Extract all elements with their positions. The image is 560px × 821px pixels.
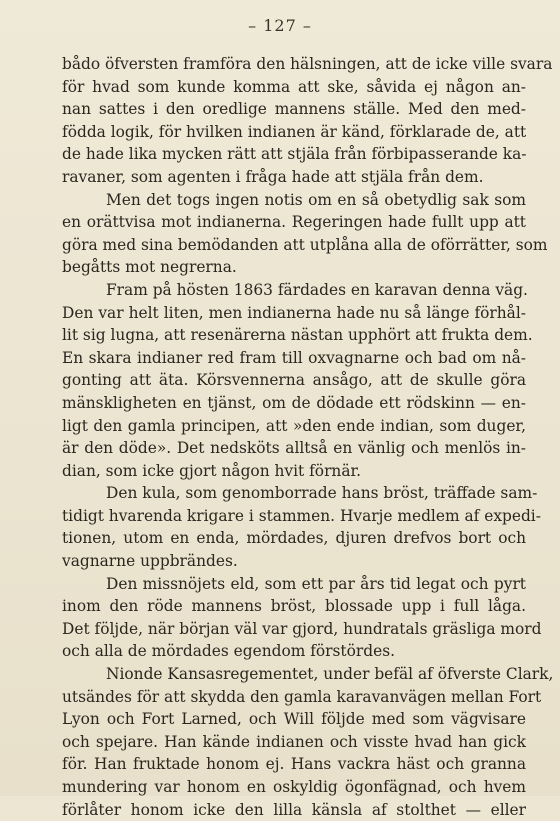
text-line: och spejare. Han kände indianen och visste hvad han gick [62,732,526,751]
text-line: Den var helt liten, men indianerna hade nu så länge förhål- [62,303,526,322]
text-line: och alla de mördades egendom förstördes. [62,642,395,661]
text-line: förlåter honom icke den lilla känsla af stolthet — eller [62,800,526,819]
body-text [62,53,554,821]
text-line: vagnarne uppbrändes. [62,552,238,571]
text-line: Den kula, som genomborrade hans bröst, träffade sam- [106,484,538,503]
text-line: mundering var honom en oskyldig ögonfägnad, och hvem [62,778,526,796]
text-line: nan sattes i den oredlige mannens ställe. Med den med- [62,100,526,119]
text-line: Fram på hösten 1863 färdades en karavan denna väg. [106,280,528,299]
text-line: dian, som icke gjort någon hvit förnär. [62,461,362,480]
text-line: bådo öfversten framföra den hälsningen, att de icke ville svara [62,55,553,73]
text-line: utsändes för att skydda den gamla karavanvägen mellan Fort [62,687,542,706]
text-line: lit sig lugna, att resenärerna nästan upphört att frukta dem. [62,326,533,345]
text-line: gonting att äta. Körsvennerna ansågo, att de skulle göra [62,371,526,390]
text-line: inom den röde mannens bröst, blossade upp i full låga. [62,597,526,616]
text-line: Men det togs ingen notis om en så obetydlig sak som [106,190,526,209]
text-line: för. Han fruktade honom ej. Hans vackra häst och granna [62,755,526,774]
text-line: födda logik, för hvilken indianen är känd, förklarade de, att [62,122,527,141]
text-line: Nionde Kansasregementet, under befäl af öfverste Clark, [106,665,554,684]
text-line: Den missnöjets eld, som ett par års tid legat och pyrt [106,574,526,593]
text-line: de hade lika mycken rätt att stjäla från förbipasserande ka- [62,145,527,164]
text-line: tionen, utom en enda, mördades, djuren drefvos bort och [62,529,526,548]
text-line: begåtts mot negrerna. [62,258,237,277]
text-line: Lyon och Fort Larned, och Will följde med som vägvisare [62,710,526,729]
text-line: ravaner, som agenten i fråga hade att stjäla från dem. [62,167,484,186]
text-line: är den döde». Det nedsköts alltså en vänlig och menlös in- [62,439,526,458]
text-line: en orättvisa mot indianerna. Regeringen hade fullt upp att [62,213,526,232]
text-line: mänskligheten en tjänst, om de dödade ett rödskinn — en- [62,393,526,412]
text-line: tidigt hvarenda krigare i stammen. Hvarje medlem af expedi- [62,506,541,525]
text-line: för hvad som kunde komma att ske, såvida ej någon an- [62,77,526,96]
page-number: – 127 – [248,16,312,35]
text-line: En skara indianer red fram till oxvagnarne och bad om nå- [62,348,526,367]
text-line: Det följde, när början väl var gjord, hundratals gräsliga mord [62,619,542,638]
text-line: ligt den gamla principen, att »den ende indian, som duger, [62,416,526,435]
text-line: göra med sina bemödanden att utplåna alla de oförrätter, som [62,235,548,254]
